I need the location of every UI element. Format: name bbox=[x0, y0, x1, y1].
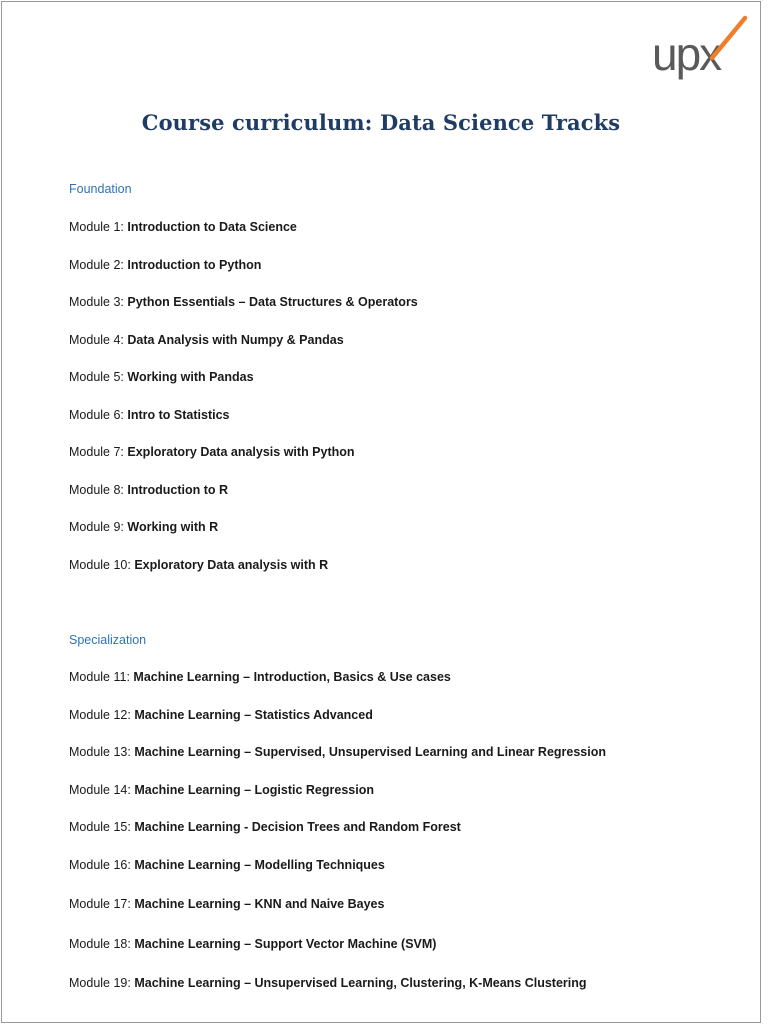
module-number: Module 1: bbox=[69, 220, 124, 234]
module-item bbox=[69, 783, 606, 821]
module-number: Module 8: bbox=[69, 482, 124, 497]
module-topic: Exploratory Data analysis with R bbox=[134, 557, 329, 572]
module-number: Module 16: bbox=[69, 857, 131, 872]
module-topic: Introduction to R bbox=[127, 482, 229, 497]
module-number: Module 3: bbox=[69, 295, 124, 309]
module-item bbox=[69, 220, 418, 258]
module-topic: Working with R bbox=[127, 520, 219, 534]
module-topic: Introduction to Data Science bbox=[127, 220, 297, 234]
module-number: Module 15: bbox=[69, 820, 131, 834]
module-number: Module 17: bbox=[69, 897, 131, 911]
module-number: Module 14: bbox=[69, 782, 131, 797]
module-topic: Machine Learning – KNN and Naive Bayes bbox=[134, 897, 385, 911]
module-item bbox=[69, 520, 418, 558]
module-item bbox=[69, 408, 418, 446]
module-item bbox=[69, 445, 418, 483]
document-page bbox=[1, 1, 761, 1023]
module-number: Module 19: bbox=[69, 976, 131, 990]
module-topic: Machine Learning – Introduction, Basics & Use cases bbox=[133, 670, 451, 684]
module-number: Module 12: bbox=[69, 707, 131, 722]
module-number: Module 6: bbox=[69, 407, 124, 422]
module-item bbox=[69, 708, 606, 746]
module-item bbox=[69, 976, 606, 1016]
module-number: Module 5: bbox=[69, 370, 124, 384]
module-item bbox=[69, 483, 418, 521]
module-topic: Intro to Statistics bbox=[127, 407, 230, 422]
module-number: Module 4: bbox=[69, 332, 124, 347]
module-item bbox=[69, 295, 418, 333]
module-list-specialization bbox=[69, 670, 606, 1016]
module-topic: Machine Learning – Logistic Regression bbox=[134, 782, 374, 797]
module-number: Module 10: bbox=[69, 557, 131, 572]
module-topic: Working with Pandas bbox=[127, 370, 254, 384]
module-item bbox=[69, 370, 418, 408]
module-item bbox=[69, 558, 418, 596]
module-topic: Machine Learning – Support Vector Machine (SVM) bbox=[134, 936, 437, 951]
module-topic: Machine Learning – Supervised, Unsupervised Learning and Linear Regression bbox=[134, 745, 606, 759]
module-topic: Data Analysis with Numpy & Pandas bbox=[127, 332, 344, 347]
section-heading-foundation: Foundation bbox=[69, 182, 132, 196]
module-item bbox=[69, 820, 606, 858]
module-item bbox=[69, 258, 418, 296]
module-number: Module 2: bbox=[69, 257, 124, 272]
page-title: Course curriculum: Data Science Tracks bbox=[141, 110, 621, 135]
module-item bbox=[69, 937, 606, 977]
module-number: Module 13: bbox=[69, 745, 131, 759]
module-topic: Introduction to Python bbox=[127, 257, 262, 272]
upx-logo bbox=[650, 14, 750, 90]
module-topic: Machine Learning – Statistics Advanced bbox=[134, 707, 373, 722]
module-number: Module 9: bbox=[69, 520, 124, 534]
module-item bbox=[69, 897, 606, 937]
upx-logo-mark bbox=[650, 14, 750, 90]
module-number: Module 7: bbox=[69, 445, 124, 459]
module-list-foundation bbox=[69, 220, 418, 595]
module-item bbox=[69, 670, 606, 708]
module-item bbox=[69, 745, 606, 783]
module-topic: Machine Learning - Decision Trees and Random Forest bbox=[134, 820, 461, 834]
module-item bbox=[69, 858, 606, 898]
module-topic: Machine Learning – Modelling Techniques bbox=[134, 857, 385, 872]
module-item bbox=[69, 333, 418, 371]
upx-logo-text: upx bbox=[652, 28, 721, 80]
module-topic: Python Essentials – Data Structures & Operators bbox=[127, 295, 418, 309]
module-number: Module 18: bbox=[69, 936, 131, 951]
section-heading-specialization: Specialization bbox=[69, 633, 147, 647]
module-number: Module 11: bbox=[69, 670, 130, 684]
module-topic: Machine Learning – Unsupervised Learning, Clustering, K-Means Clustering bbox=[134, 976, 587, 990]
module-topic: Exploratory Data analysis with Python bbox=[127, 445, 355, 459]
